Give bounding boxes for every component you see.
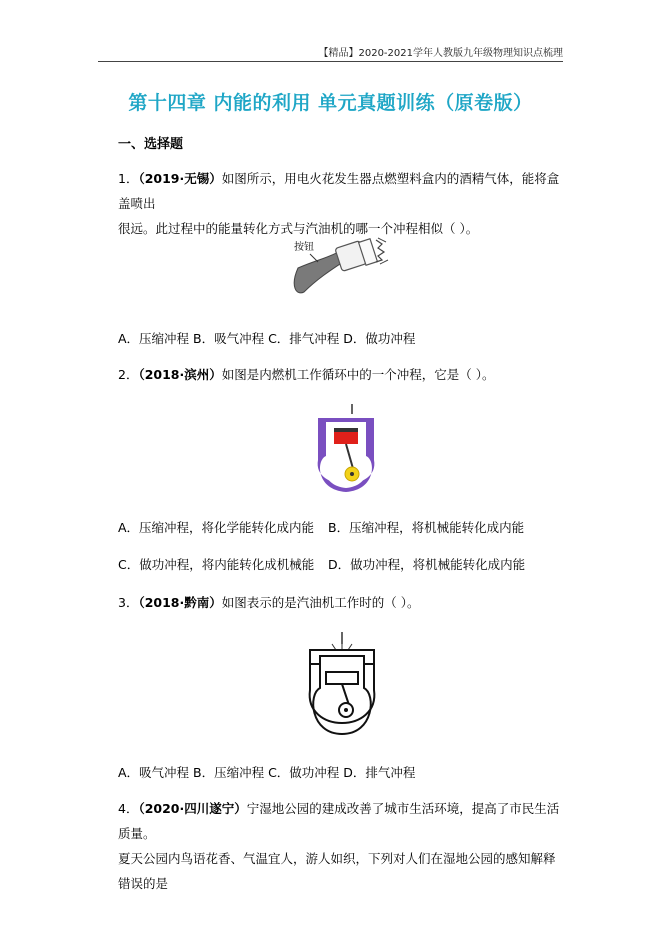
question-3	[118, 590, 563, 615]
figure-label: 按钮	[294, 242, 314, 253]
question-2-option-b: B．压缩冲程，将机械能转化成内能	[328, 520, 525, 535]
question-1-source: （2019·无锡）	[138, 171, 222, 186]
question-1-text-2: 很远。此过程中的能量转化方式与汽油机的哪一个冲程相似（ ）。	[118, 221, 479, 236]
question-2-text: 如图是内燃机工作循环中的一个冲程，它是（ ）。	[221, 367, 495, 382]
question-3-number: 3．	[118, 595, 139, 610]
question-2-number: 2．	[118, 367, 139, 382]
question-2-options-row-2	[118, 555, 525, 573]
gasoline-engine-figure	[306, 630, 378, 738]
question-4-source: （2020·四川遂宁）	[138, 801, 247, 816]
question-3-text: 如图表示的是汽油机工作时的（ ）。	[221, 595, 420, 610]
question-2-option-a: A．压缩冲程，将化学能转化成内能	[118, 520, 315, 535]
question-3-options: A．吸气冲程 B．压缩冲程 C．做功冲程 D．排气冲程	[118, 765, 416, 780]
question-3-source: （2018·黔南）	[138, 595, 222, 610]
question-2-option-c: C．做功冲程，将内能转化成机械能	[118, 557, 315, 572]
section-heading: 一、选择题	[118, 137, 184, 152]
question-1-number: 1．	[118, 171, 139, 186]
header-rule	[98, 61, 563, 62]
question-1-line-1	[118, 166, 563, 216]
page-header: 【精品】2020-2021学年人教版九年级物理知识点梳理	[318, 48, 563, 59]
question-4-number: 4．	[118, 801, 139, 816]
question-2-options-row-1	[118, 518, 524, 536]
question-4-line-1	[118, 796, 563, 846]
question-1-text-1: 如图所示，用电火花发生器点燃塑料盒内的酒精气体，能将盒盖喷出	[118, 171, 560, 211]
question-2	[118, 362, 563, 387]
engine-cycle-figure	[312, 402, 380, 494]
page-title: 第十四章 内能的利用 单元真题训练（原卷版）	[128, 92, 533, 114]
question-4-text-2: 夏天公园内鸟语花香、气温宜人，游人如织，下列对人们在湿地公园的感知解释错误的是	[118, 851, 556, 891]
question-4	[118, 796, 563, 896]
question-2-source: （2018·滨州）	[138, 367, 222, 382]
question-2-option-d: D．做功冲程，将机械能转化成内能	[328, 557, 526, 572]
spark-generator-figure	[288, 230, 398, 300]
question-1-options: A．压缩冲程 B．吸气冲程 C．排气冲程 D．做功冲程	[118, 331, 416, 346]
question-4-text-1: 宁湿地公园的建成改善了城市生活环境，提高了市民生活质量。	[118, 801, 560, 841]
